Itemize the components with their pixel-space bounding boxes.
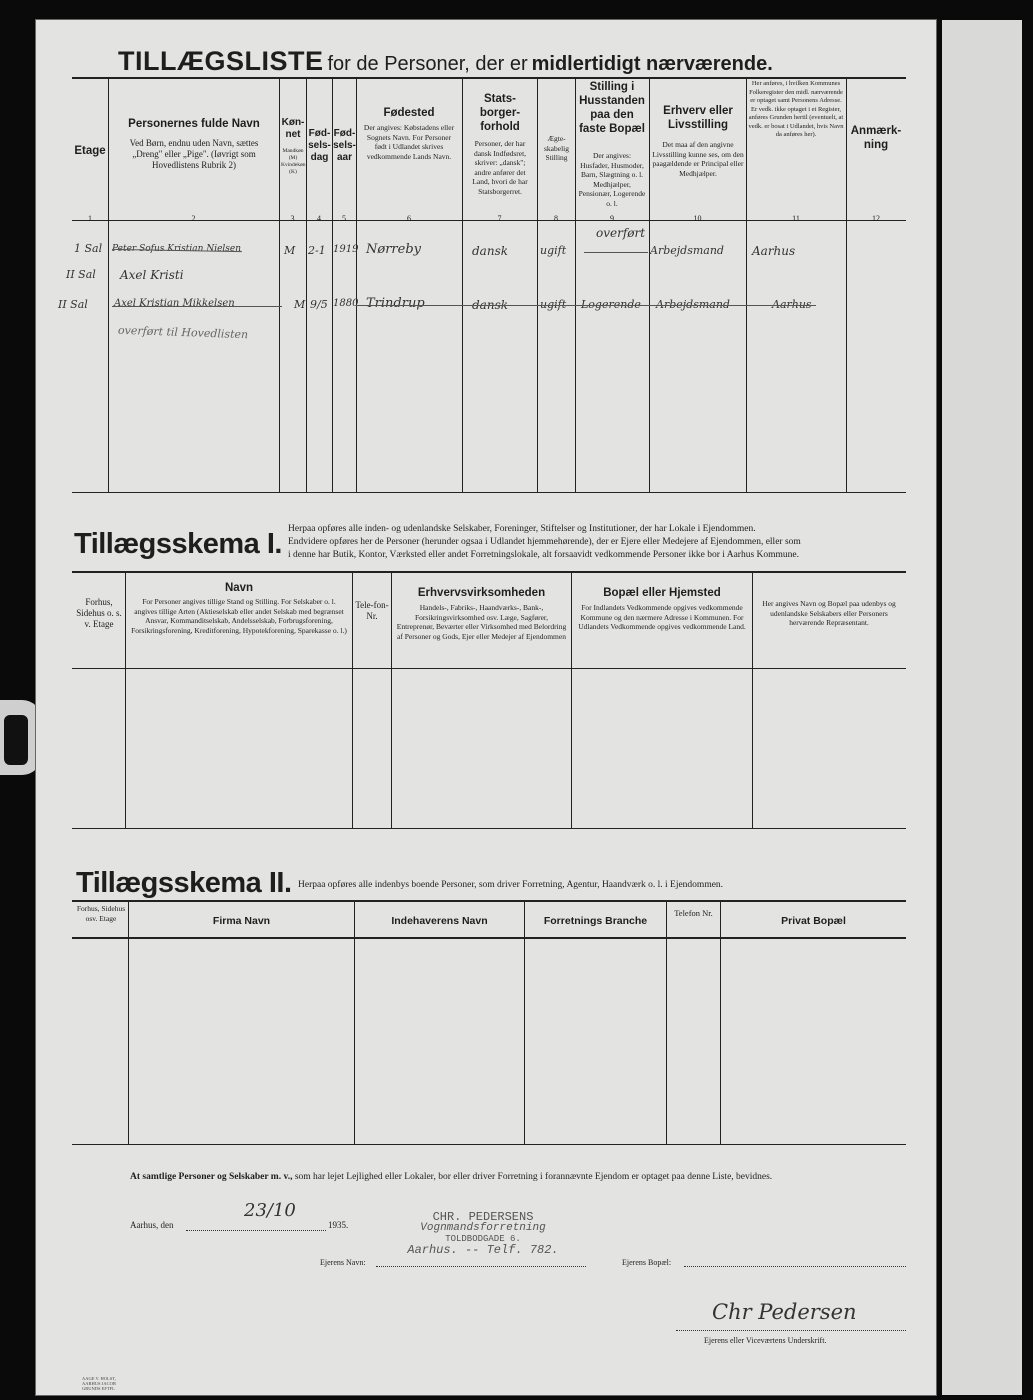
city-date-label: Aarhus, den xyxy=(130,1220,174,1230)
signature-label: Ejerens eller Viceværtens Underskrift. xyxy=(704,1336,827,1345)
skema2-col-branche: Forretnings Branche xyxy=(543,915,648,927)
col-divider xyxy=(649,77,650,492)
skema2-title: Tillægsskema II. xyxy=(76,867,292,899)
printer-imprint: AAGE V. HOLST, AARHUS JACOB GRUNDS EFTFL xyxy=(82,1376,116,1391)
skema1-col-bopael: Bopæl eller Hjemsted xyxy=(603,587,721,599)
owner-signature: Chr Pedersen xyxy=(712,1300,857,1324)
col-header-birthday: Fød-sels-dag xyxy=(308,128,331,163)
strike-line xyxy=(112,306,282,307)
skema2-col-indehaver: Indehaverens Navn xyxy=(391,915,488,927)
skema2-col-firma: Firma Navn xyxy=(212,915,271,927)
col-divider xyxy=(462,77,463,492)
adjacent-page xyxy=(942,20,1022,1395)
skema1-col-repraesentant: Her angives Navn og Bopæl paa udenbys og udenlandske Selskabers eller Personers herværende Repræsentant. xyxy=(762,599,896,627)
certification-text: At samtlige Personer og Selskaber m. v., som har lejet Lejlighed eller Lokaler, bor eller driver Forretning i forannævnte Ejendom er optaget paa denne Liste, bevidnes. xyxy=(130,1172,773,1182)
skema1-col-navn: Navn xyxy=(224,582,254,594)
skema2-col-etage: Forhus, Sidehus osv. Etage xyxy=(76,904,126,923)
col-header-registry-address: Her anføres, i hvilken Kommunes Folkeregister den midl. nærværende er optaget samt Personens Adresse. Er vedk. ikke optaget i et Register, anføres Grunden hertil (eventuelt, at vedk. er bosat i Udlandet, hvis Navn da anføres her). xyxy=(748,80,844,138)
date-handwritten: 23/10 xyxy=(244,1200,296,1221)
skema1-col-erhverv: Erhvervsvirksomheden xyxy=(417,587,546,599)
skema1-col-etage: Forhus, Sidehus o. s. v. Etage xyxy=(76,597,122,629)
year-label: 1935. xyxy=(328,1220,349,1230)
skema2-col-telefon: Telefon Nr. xyxy=(674,908,713,918)
col-header-name: Personernes fulde Navn xyxy=(128,118,260,130)
owner-address-label: Ejerens Bopæl: xyxy=(622,1258,672,1267)
col-header-occupation: Erhverv eller Livsstilling xyxy=(663,105,733,131)
col-header-household-position: Stilling i Husstanden paa den faste Bopæl xyxy=(579,81,645,135)
col-header-marital: Ægte-skabelig Stilling xyxy=(544,134,569,162)
main-title: TILLÆGSLISTE for de Personer, der er midlertidigt nærværende. xyxy=(118,46,773,76)
skema1-title: Tillægsskema I. xyxy=(74,528,282,560)
skema2-top-line xyxy=(72,900,906,902)
transfer-note: overført til Hovedlisten xyxy=(117,323,249,342)
census-form-page: TILLÆGSLISTE for de Personer, der er midlertidigt nærværende. Etage 1 Personernes fulde Navn Ved Børn, endnu uden Navn, sættes „Dreng" eller „Pige". (Iøvrigt som Hovedlistens Rubrik 2) 2 Køn-net Mandkøn (M) Kvindekøn (K) 3 Fød-sels-dag 4 Fød-sels-aar 5 Fødested Der angives: Købstadens eller Sognets Navn. For Personer født i Udlandet skrives vedkommende Lands Navn. 6 Stats-borger-forhold Personer, der har dansk Indfødsret, skriver: „dansk"; andre anfører det Land, hvori de har Statsborgerret. 7 Ægte-skabelig Stilling 8 Stilling i Husstanden paa den faste Bopæl Der angives: Husfader, Husmoder, Barn, Slægtning o. l. Medhjælper, Pensionær, Logerende o. l. 9 Erhverv eller Livsstilling Det maa af den angivne Livsstilling kunne ses, om den paagældende er Principal eller Medhjælper. 10 Her anføres, i hvilken Kommunes Folkeregister den midl. nærværende er optaget samt Personens Adresse. Er vedk. ikke optaget i et Register, anføres Grunden hertil (eventuelt, at vedk. er bosat i Udlandet, hvis Navn da anføres her). 11 Anmærk-ning 12 1 Sal Peter Sofus Kristian Nielsen M 2-1 1919 Nørreby dansk ugift overført Arbejdsmand Aarhus II Sal Axel Kristi II Sal Axel Kristian Mikkelsen M 9/5 1880 Trindrup dansk ugift Logerende Arbejdsmand Aarhus overført til Hovedlisten Tillægsskema I. Herpaa opføres alle inden- og udenlandske Selskaber, Foreninger, Stiftelser og Institutioner, der har Lokale i Ejendommen. Endvidere opføres her de Personer (herunder ogsaa i Udlandet hjemmehørende), der er Ejere eller Medejere af Ejendommen, eller som i denne har Butik, Kontor, Værksted eller andet Forretningslokale, alt forsaavidt vedkommende Personer ikke bor i Aarhus Kommune. Forhus, Sidehus o. s. v. Etage Navn For Personer angives tillige Stand og Stilling. For Selskaber o. l. angives tillige Arten (Aktieselskab eller andet Selskab med begrænset Ansvar, Kommanditselskab, Andelsselskab, Forbrugsforening, Forsikringsforening, Kreditforening, Hypotekforening, Sparekasse o. l.) Tele-fon-Nr. Erhvervsvirksomheden Handels-, Fabriks-, Haandværks-, Bank-, Forsikringsvirksomhed osv. Læge, Sagfører, Entreprenør, Beværter eller Virksomhed med Belordring af Personer og Gods, Ejer eller Medejer af Ejendommen Bopæl eller Hjemsted For Indlandets Vedkommende opgives vedkommende Kommune og den nærmere Adresse i Kommunen. For Udlandets Vedkommende opgives vedkommende Land. Her angives Navn og Bopæl paa udenbys og udenlandske Selskabers eller Personers herværende Repræsentant. Tillægsskema II. Herpaa opføres alle indenbys boende Personer, som driver Forretning, Agentur, Haandværk o. l. i Ejendommen. Forhus, Sidehus osv. Etage Firma Navn Indehaverens Navn Forretnings Branche Telefon Nr. Privat Bopæl At samtlige Personer og Selskaber m. v., som har lejet Lejlighed eller Lokaler, bor eller driver Forretning i forannævnte Ejendom er optaget paa denne Liste, bevidnes. Aarhus, den 23/10 1935. CHR. PEDERSENS Vognmandsforretning TOLDBODGADE 6. Aarhus. -- Telf. 782. Ejerens Navn: Ejerens Bopæl: Chr Pedersen Ejerens eller Viceværtens Underskrift. AAGE V. HOLST, AARHUS JACOB GRUNDS EFTFL xyxy=(36,20,936,1395)
col-header-etage: Etage xyxy=(74,145,106,157)
company-stamp: CHR. PEDERSENS Vognmandsforretning TOLDBODGADE 6. Aarhus. -- Telf. 782. xyxy=(407,1210,559,1257)
col-divider xyxy=(356,77,357,492)
col-header-citizenship: Stats-borger-forhold xyxy=(479,93,521,133)
owner-name-label: Ejerens Navn: xyxy=(320,1258,366,1267)
col-header-birthyear: Fød-sels-aar xyxy=(333,128,356,163)
skema1-col-telefon: Tele-fon-Nr. xyxy=(355,600,389,621)
skema1-top-line xyxy=(72,571,906,573)
col-divider xyxy=(108,77,109,492)
main-table-top-line xyxy=(72,77,906,79)
col-header-sex: Køn-net xyxy=(281,117,305,140)
col-divider xyxy=(575,77,576,492)
col-divider xyxy=(846,77,847,492)
strike-line xyxy=(584,252,648,253)
col-header-remarks: Anmærk-ning xyxy=(850,125,902,151)
main-table-bottom-line xyxy=(72,492,906,493)
col-header-birthplace: Fødested xyxy=(383,107,435,119)
col-divider xyxy=(746,77,747,492)
skema2-col-privat-bopael: Privat Bopæl xyxy=(781,915,846,927)
strike-line xyxy=(356,305,816,306)
